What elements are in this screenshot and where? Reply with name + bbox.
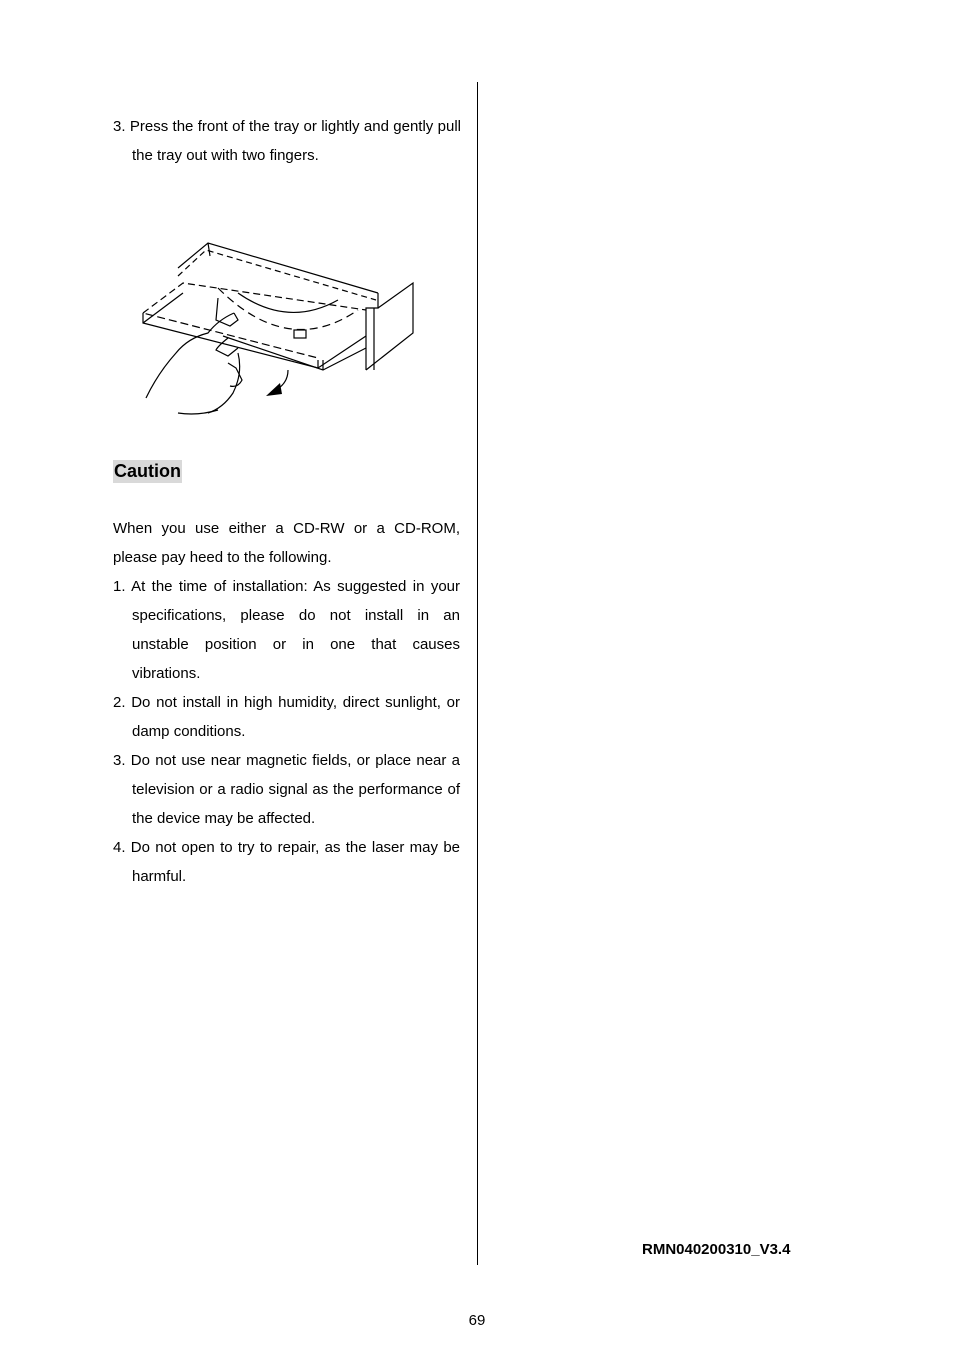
- tray-drawing-icon: [138, 238, 418, 418]
- caution-heading: Caution: [114, 461, 181, 481]
- caution-item-1: 1. At the time of installation: As suggested in your specifications, please do not install in an unstable position or in one that causes vibrations.: [113, 578, 460, 682]
- page-number: 69: [468, 1312, 486, 1329]
- step-3-text: 3. Press the front of the tray or lightly and gently pull the tray out with two fingers.: [113, 118, 461, 164]
- column-divider: [477, 82, 478, 1265]
- caution-item-4: 4. Do not open to try to repair, as the laser may be harmful.: [113, 839, 460, 885]
- caution-body: [113, 514, 460, 891]
- caution-intro: When you use either a CD-RW or a CD-ROM, please pay heed to the following.: [113, 520, 460, 566]
- cd-tray-eject-illustration: [138, 238, 418, 418]
- document-id: RMN040200310_V3.4: [642, 1241, 791, 1258]
- caution-item-3: 3. Do not use near magnetic fields, or place near a television or a radio signal as the performance of the device may be affected.: [113, 752, 460, 827]
- caution-item-2: 2. Do not install in high humidity, direct sunlight, or damp conditions.: [113, 694, 460, 740]
- step-3-block: [113, 112, 461, 170]
